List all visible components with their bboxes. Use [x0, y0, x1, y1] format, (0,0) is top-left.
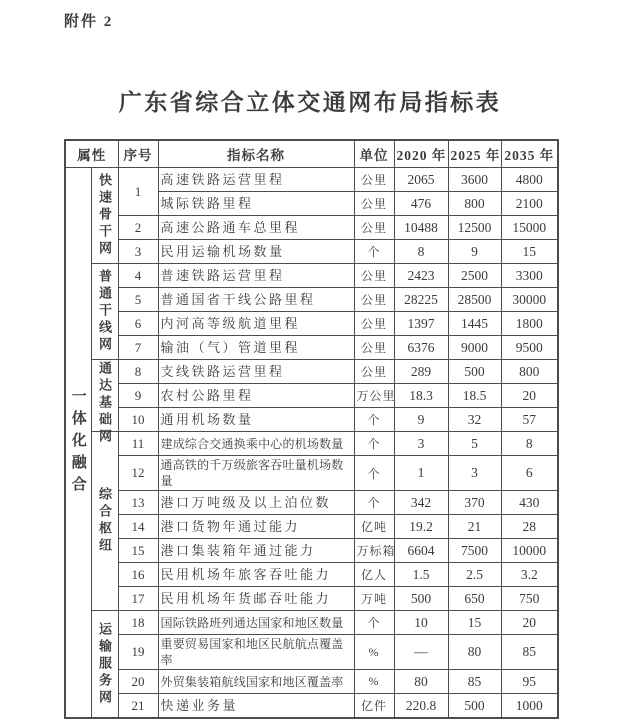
value-cell: 1 — [394, 456, 448, 491]
value-cell: 2500 — [448, 264, 501, 288]
unit-cell: 公里 — [354, 312, 394, 336]
column-header: 2020 年 — [394, 140, 448, 168]
value-cell: 20 — [501, 611, 558, 635]
value-cell: 12500 — [448, 216, 501, 240]
table-row — [65, 587, 558, 611]
unit-cell: 亿件 — [354, 694, 394, 719]
value-cell: 20 — [501, 384, 558, 408]
table-row — [65, 216, 558, 240]
unit-cell: 公里 — [354, 168, 394, 192]
serial-number-cell: 7 — [118, 336, 158, 360]
value-cell: 15 — [501, 240, 558, 264]
value-cell: 18.5 — [448, 384, 501, 408]
serial-number-cell: 4 — [118, 264, 158, 288]
group-cell: 快速骨干网 — [91, 168, 118, 264]
attribute-cell: 一体化融合 — [65, 168, 91, 719]
table-row — [65, 240, 558, 264]
value-cell: 500 — [448, 360, 501, 384]
unit-cell: 个 — [354, 456, 394, 491]
value-cell: 10488 — [394, 216, 448, 240]
table-row — [65, 563, 558, 587]
table-row — [65, 264, 558, 288]
table-body — [65, 168, 558, 719]
unit-cell: 亿吨 — [354, 515, 394, 539]
value-cell: 370 — [448, 491, 501, 515]
value-cell: 28500 — [448, 288, 501, 312]
indicator-name-cell: 重要贸易国家和地区民航航点覆盖率 — [158, 635, 354, 670]
unit-cell: 公里 — [354, 192, 394, 216]
indicator-name-cell: 外贸集装箱航线国家和地区覆盖率 — [158, 670, 354, 694]
indicator-name-cell: 高速公路通车总里程 — [158, 216, 354, 240]
value-cell: 1800 — [501, 312, 558, 336]
indicator-name-cell: 民用机场年货邮吞吐能力 — [158, 587, 354, 611]
indicator-name-cell: 普通国省干线公路里程 — [158, 288, 354, 312]
value-cell: 4800 — [501, 168, 558, 192]
value-cell: 650 — [448, 587, 501, 611]
serial-number-cell: 5 — [118, 288, 158, 312]
value-cell: 9000 — [448, 336, 501, 360]
unit-cell: 公里 — [354, 336, 394, 360]
value-cell: 10 — [394, 611, 448, 635]
value-cell: 6 — [501, 456, 558, 491]
indicator-name-cell: 港口货物年通过能力 — [158, 515, 354, 539]
value-cell: 1397 — [394, 312, 448, 336]
value-cell: 220.8 — [394, 694, 448, 719]
value-cell: 30000 — [501, 288, 558, 312]
value-cell: 9 — [448, 240, 501, 264]
value-cell: 1.5 — [394, 563, 448, 587]
indicator-name-cell: 港口集装箱年通过能力 — [158, 539, 354, 563]
unit-cell: 公里 — [354, 360, 394, 384]
value-cell: 21 — [448, 515, 501, 539]
table-row — [65, 360, 558, 384]
value-cell: 800 — [448, 192, 501, 216]
value-cell: 2.5 — [448, 563, 501, 587]
value-cell: 3 — [448, 456, 501, 491]
serial-number-cell: 18 — [118, 611, 158, 635]
serial-number-cell: 17 — [118, 587, 158, 611]
value-cell: 500 — [448, 694, 501, 719]
value-cell: 3600 — [448, 168, 501, 192]
value-cell: 7500 — [448, 539, 501, 563]
indicator-name-cell: 民用机场年旅客吞吐能力 — [158, 563, 354, 587]
unit-cell: 个 — [354, 240, 394, 264]
indicator-name-cell: 农村公路里程 — [158, 384, 354, 408]
table-row — [65, 456, 558, 491]
value-cell: 800 — [501, 360, 558, 384]
indicator-name-cell: 通用机场数量 — [158, 408, 354, 432]
serial-number-cell: 11 — [118, 432, 158, 456]
serial-number-cell: 16 — [118, 563, 158, 587]
column-header: 属性 — [65, 140, 118, 168]
indicator-name-cell: 城际铁路里程 — [158, 192, 354, 216]
unit-cell: % — [354, 635, 394, 670]
serial-number-cell: 21 — [118, 694, 158, 719]
serial-number-cell: 20 — [118, 670, 158, 694]
value-cell: 3300 — [501, 264, 558, 288]
table-header — [65, 140, 558, 168]
value-cell: 6604 — [394, 539, 448, 563]
table-row — [65, 611, 558, 635]
value-cell: 95 — [501, 670, 558, 694]
table-row — [65, 515, 558, 539]
value-cell: 2065 — [394, 168, 448, 192]
unit-cell: 个 — [354, 432, 394, 456]
value-cell: 80 — [394, 670, 448, 694]
table-row — [65, 635, 558, 670]
unit-cell: 公里 — [354, 264, 394, 288]
unit-cell: 个 — [354, 408, 394, 432]
group-cell: 综合枢纽 — [91, 432, 118, 611]
value-cell: 342 — [394, 491, 448, 515]
indicator-name-cell: 民用运输机场数量 — [158, 240, 354, 264]
serial-number-cell: 3 — [118, 240, 158, 264]
table-row — [65, 168, 558, 192]
value-cell: 15 — [448, 611, 501, 635]
value-cell: 500 — [394, 587, 448, 611]
serial-number-cell: 2 — [118, 216, 158, 240]
serial-number-cell: 8 — [118, 360, 158, 384]
value-cell: 750 — [501, 587, 558, 611]
value-cell: 8 — [501, 432, 558, 456]
table-row — [65, 384, 558, 408]
indicator-name-cell: 高速铁路运营里程 — [158, 168, 354, 192]
column-header: 指标名称 — [158, 140, 354, 168]
value-cell: 1000 — [501, 694, 558, 719]
column-header: 单位 — [354, 140, 394, 168]
value-cell: 8 — [394, 240, 448, 264]
indicator-name-cell: 支线铁路运营里程 — [158, 360, 354, 384]
table-row — [65, 694, 558, 719]
indicator-name-cell: 国际铁路班列通达国家和地区数量 — [158, 611, 354, 635]
indicator-name-cell: 普速铁路运营里程 — [158, 264, 354, 288]
serial-number-cell: 13 — [118, 491, 158, 515]
serial-number-cell: 14 — [118, 515, 158, 539]
unit-cell: 公里 — [354, 288, 394, 312]
group-cell: 普通干线网 — [91, 264, 118, 360]
indicator-name-cell: 建成综合交通换乘中心的机场数量 — [158, 432, 354, 456]
value-cell: 9500 — [501, 336, 558, 360]
serial-number-cell: 1 — [118, 168, 158, 216]
column-header: 2035 年 — [501, 140, 558, 168]
value-cell: 57 — [501, 408, 558, 432]
table-row — [65, 670, 558, 694]
column-header: 序号 — [118, 140, 158, 168]
table-row — [65, 491, 558, 515]
value-cell: 32 — [448, 408, 501, 432]
indicator-name-cell: 通高铁的千万级旅客吞吐量机场数量 — [158, 456, 354, 491]
value-cell: 19.2 — [394, 515, 448, 539]
group-cell: 运输服务网 — [91, 611, 118, 719]
indicator-table — [64, 139, 559, 719]
attachment-label: 附件 2 — [64, 14, 114, 30]
indicator-name-cell: 快递业务量 — [158, 694, 354, 719]
serial-number-cell: 15 — [118, 539, 158, 563]
value-cell: 10000 — [501, 539, 558, 563]
value-cell: 85 — [448, 670, 501, 694]
value-cell: 28225 — [394, 288, 448, 312]
column-header: 2025 年 — [448, 140, 501, 168]
group-cell: 通达基础网 — [91, 360, 118, 432]
value-cell: 15000 — [501, 216, 558, 240]
table-row — [65, 288, 558, 312]
unit-cell: 个 — [354, 611, 394, 635]
header-row — [65, 140, 558, 168]
value-cell: 9 — [394, 408, 448, 432]
serial-number-cell: 10 — [118, 408, 158, 432]
value-cell: 85 — [501, 635, 558, 670]
value-cell: 18.3 — [394, 384, 448, 408]
value-cell: 28 — [501, 515, 558, 539]
value-cell: 2100 — [501, 192, 558, 216]
unit-cell: 万吨 — [354, 587, 394, 611]
unit-cell: 万标箱 — [354, 539, 394, 563]
unit-cell: 亿人 — [354, 563, 394, 587]
serial-number-cell: 19 — [118, 635, 158, 670]
table-row — [65, 539, 558, 563]
value-cell: 3 — [394, 432, 448, 456]
value-cell: 1445 — [448, 312, 501, 336]
indicator-name-cell: 输油（气）管道里程 — [158, 336, 354, 360]
value-cell: 2423 — [394, 264, 448, 288]
table-row — [65, 336, 558, 360]
table-row — [65, 312, 558, 336]
value-cell: 3.2 — [501, 563, 558, 587]
value-cell: 5 — [448, 432, 501, 456]
unit-cell: 公里 — [354, 216, 394, 240]
table-row — [65, 432, 558, 456]
value-cell: 476 — [394, 192, 448, 216]
value-cell: 289 — [394, 360, 448, 384]
unit-cell: 万公里 — [354, 384, 394, 408]
indicator-name-cell: 内河高等级航道里程 — [158, 312, 354, 336]
serial-number-cell: 6 — [118, 312, 158, 336]
value-cell: 430 — [501, 491, 558, 515]
table-row — [65, 408, 558, 432]
serial-number-cell: 12 — [118, 456, 158, 491]
indicator-name-cell: 港口万吨级及以上泊位数 — [158, 491, 354, 515]
unit-cell: % — [354, 670, 394, 694]
value-cell: — — [394, 635, 448, 670]
serial-number-cell: 9 — [118, 384, 158, 408]
page-title: 广东省综合立体交通网布局指标表 — [118, 90, 502, 115]
value-cell: 6376 — [394, 336, 448, 360]
value-cell: 80 — [448, 635, 501, 670]
unit-cell: 个 — [354, 491, 394, 515]
